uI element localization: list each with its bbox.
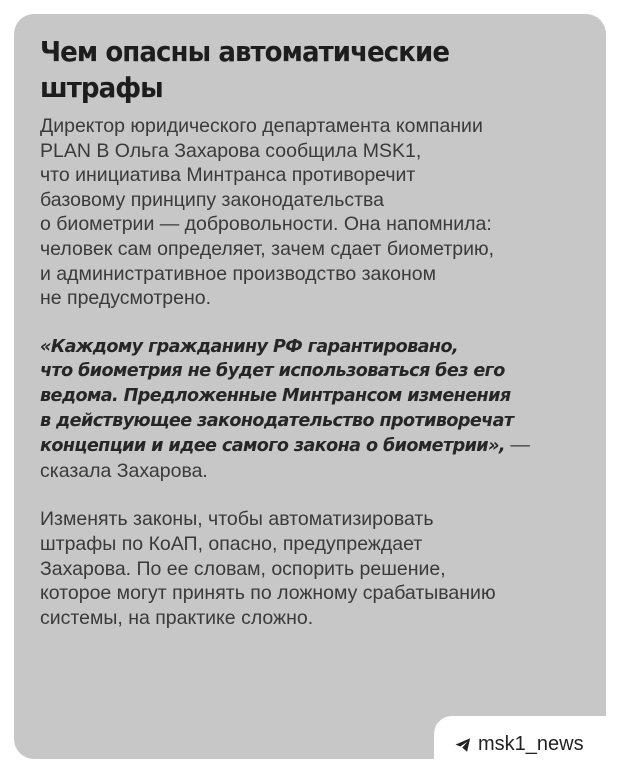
text-line: системы, на практике сложно. bbox=[40, 606, 314, 629]
post-card bbox=[14, 14, 606, 759]
telegram-send-icon bbox=[454, 736, 472, 754]
paragraph-quote bbox=[40, 335, 582, 484]
text-line: о биометрии — добровольности. Она напомнила: bbox=[40, 213, 492, 236]
text-line: которое могут принять по ложному срабатыванию bbox=[40, 582, 496, 605]
quote-line: концепции и идее самого закона о биометрии», bbox=[40, 436, 505, 457]
text-line: Директор юридического департамента компании bbox=[40, 115, 483, 137]
text-line: человек сам определяет, зачем сдает биометрию, bbox=[40, 237, 495, 260]
quote-dash: — bbox=[504, 434, 530, 457]
paragraph-intro bbox=[40, 114, 582, 311]
text-line: и административное производство законом bbox=[40, 262, 436, 285]
quote-line: «Каждому гражданину РФ гарантировано, bbox=[40, 336, 459, 357]
quote-attribution: сказала Захарова. bbox=[40, 459, 208, 482]
text-line: что инициатива Минтранса противоречит bbox=[40, 164, 416, 187]
channel-handle[interactable]: msk1_news bbox=[478, 733, 584, 755]
text-line: базовому принципу законодательства bbox=[40, 188, 385, 211]
text-line: штрафы по КоАП, опасно, предупреждает bbox=[40, 532, 423, 555]
paragraph-conclusion bbox=[40, 507, 582, 630]
quote-last-line bbox=[40, 433, 582, 459]
channel-badge[interactable] bbox=[434, 716, 620, 773]
post-title bbox=[40, 34, 598, 106]
post-title-line: Чем опасны автоматические bbox=[40, 35, 450, 68]
quote-line: ведома. Предложенные Минтрансом изменения bbox=[40, 385, 511, 406]
quote-line: в действующее законодательство противоречат bbox=[40, 410, 514, 431]
quote-line: что биометрия не будет использоваться без его bbox=[40, 361, 505, 382]
text-line: PLAN B Ольга Захарова сообщила MSK1, bbox=[40, 139, 422, 162]
text-line: Изменять законы, чтобы автоматизировать bbox=[40, 508, 434, 531]
text-line: Захарова. По ее словам, оспорить решение, bbox=[40, 557, 446, 580]
post-title-line: штрафы bbox=[40, 71, 163, 104]
text-line: не предусмотрено. bbox=[40, 287, 211, 310]
